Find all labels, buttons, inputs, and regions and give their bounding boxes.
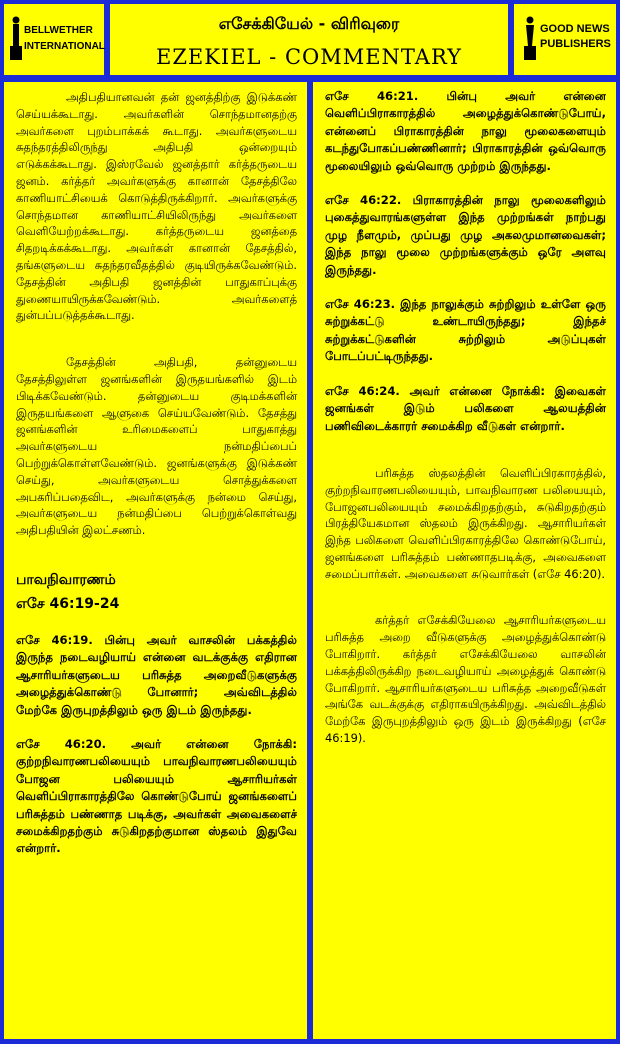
logo-right-line2: PUBLISHERS <box>540 38 611 50</box>
right-column <box>313 82 616 1039</box>
logo-right-line1: GOOD NEWS <box>540 23 610 35</box>
title-tamil: எசேக்கியேல் - விரிவுரை <box>218 14 400 33</box>
section-title: பாவநிவாரணம் <box>16 571 116 588</box>
scripture-verse: எசே 46:20. அவர் என்னை நோக்கி: குற்றநிவாரணபலியையும் பாவநிவாரணபலியையும் போஜன பலியையும் ஆசாரியர்கள் வெளிப்பிராகாரத்திலே கொண்டுபோய் ஜனங்களைப் பரிசுத்தம் பண்ணாத படிக்கு, அவர்கள் அவைகளைச் சமைக்கிறதற்கும் சுடுகிறதற்குமான ஸ்தலம் இதுவே என்றார். <box>16 736 297 856</box>
commentary-paragraph: பரிசுத்த ஸ்தலத்தின் வெளிப்பிரகாரத்தில், குற்றநிவாரணபலியையும், பாவநிவாரண பலியையும், போஜனபலியையும் சமைக்கிறதற்கும், சுடுகிறதற்கும் பிரத்தியேகமான ஸ்தலம் இருக்கிறது. ஆசாரியர்கள் இந்த பலிகளை வெளிப்பிரகாரத்திலே கொண்டுபோய், ஜனங்களை பரிசுத்தம் பண்ணாதபடிக்கு, அவைகளை சமைப்பார்கள். அவைகளை சுடுவார்கள் (எசே 46:20). <box>325 465 606 581</box>
scripture-verse: எசே 46:23. இந்த நாலுக்கும் சுற்றிலும் உள்ளே ஒரு சுற்றுக்கட்டு உண்டாயிருந்தது; இந்தச் சுற்றுக்கட்டுகளின் சுற்றிலும் அடுப்புகள் போடப்பட்டிருந்தது. <box>325 297 606 364</box>
header-title <box>110 4 508 75</box>
scripture-verse: எசே 46:22. பிராகாரத்தின் நாலு மூலைகளிலும் புகைத்துவாரங்களுள்ள இந்த முற்றங்கள் நாற்பது முழ நீளமும், முப்பது முழ அகலமுமானவைகள்; இந்த நாலு மூலை முற்றங்களுக்கும் ஒரே அளவு இருந்தது. <box>325 193 606 277</box>
left-column <box>4 82 307 1039</box>
good-news-figure-icon <box>524 16 536 60</box>
publisher-logo-right <box>514 4 616 75</box>
logo-left-line2: INTERNATIONAL <box>24 41 105 52</box>
section-reference: எசே 46:19-24 <box>16 595 120 612</box>
commentary-paragraph: தேசத்தின் அதிபதி, தன்னுடைய தேசத்திலுள்ள ஜனங்களின் இருதயங்களில் இடம் பிடிக்கவேண்டும். தன்னுடைய குடிமக்களின் இருதயங்களை ஆளுகை செய்யவேண்டும். தேசத்து ஜனங்களின் உரிமைகளைப் பாதுகாத்து அவர்களுடைய நன்மதிப்பைப் பெற்றுக்கொள்ளவேண்டும். ஜனங்களுக்கு இடுக்கண் செய்து, அவர்களுடைய சொத்துக்களை அபகரிப்பதைவிட, அவர்களுக்கு நன்மை செய்து, அவர்களுடைய நன்மதிப்பை பெற்றுக்கொள்வது அதிபதியின் இலட்சணம். <box>16 355 297 538</box>
scripture-verse: எசே 46:24. அவர் என்னை நோக்கி: இவைகள் ஜனங்கள் இடும் பலிகளை ஆலயத்தின் பணிவிடைக்காரர் சமைக்கிற வீடுகள் என்றார். <box>325 383 606 433</box>
bellwether-figure-icon <box>10 16 22 60</box>
title-english: EZEKIEL - COMMENTARY <box>155 45 462 69</box>
scripture-verse: எசே 46:19. பின்பு அவர் வாசலின் பக்கத்தில் இருந்த நடைவழியாய் என்னை வடக்குக்கு எதிரான ஆசாரியர்களுடைய பரிசுத்த அறைவீடுகளுக்கு அழைத்துக்கொண்டு போனார்; அவ்விடத்தில் மேற்கே இருபுறத்திலும் ஒரு இடம் இருந்தது. <box>16 632 297 717</box>
commentary-paragraph: கர்த்தர் எசேக்கியேலை ஆசாரியர்களுடைய பரிசுத்த அறை வீடுகளுக்கு அழைத்துக்கொண்டு போகிறார். கர்த்தர் எசேக்கியேலை வாசலின் பக்கத்திலிருக்கிற நடைவழியாய் அழைத்துக் கொண்டு போகிறார். ஆசாரியர்களுடைய பரிசுத்த அறைவீடுகள் அங்கே வடக்குக்கு எதிராகயிருக்கிறது. அவ்விடத்தில் மேற்கே இருபுறத்திலும் ஒரு இடம் இருக்கிறது (எசே 46:19). <box>325 613 606 746</box>
scripture-verse: எசே 46:21. பின்பு அவர் என்னை வெளிப்பிராகாரத்தில் அழைத்துக்கொண்டுபோய், என்னைப் பிராகாரத்தின் நாலு மூலைகளையும் கடந்துபோகப்பண்ணினார்; பிராகாரத்தின் ஒவ்வொரு மூலையிலும் ஒவ்வொரு முற்றம் இருந்தது. <box>325 89 606 173</box>
publisher-logo-left <box>4 4 104 75</box>
commentary-paragraph: அதிபதியானவன் தன் ஜனத்திற்கு இடுக்கண் செய்யக்கூடாது. அவர்களின் சொந்தமானதற்கு அவர்களை புறம்பாக்கக் கூடாது. அவர்களுடைய சுதந்தரத்திலிருந்து அதிபதி ஒன்றையும் எடுக்கக்கூடாது. இஸ்ரவேல் ஜனத்தார் கர்த்தருடைய ஜனம். கர்த்தர் அவர்களுக்கு கானான் தேசத்திலே காணியாட்சியைக் கொடுத்திருக்கிறார். அவர்களுக்கு சொந்தமான காணியாட்சியிலிருந்து அவர்களை வெளியேற்றக்கூடாது. கர்த்தருடைய ஜனத்தை சிதறடிக்கக்கூடாது. அவர்கள் கானான் தேசத்தில், தங்களுடைய சுதந்தரவீதத்தில் குடியிருக்கவேண்டும். தேசத்தின் அதிபதி ஜனத்தின் பாதுகாப்புக்கு துணையாயிருக்கவேண்டும். அவர்களைத் துன்பப்படுத்தக்கூடாது. <box>16 90 297 323</box>
logo-left-line1: BELLWETHER <box>24 25 93 36</box>
